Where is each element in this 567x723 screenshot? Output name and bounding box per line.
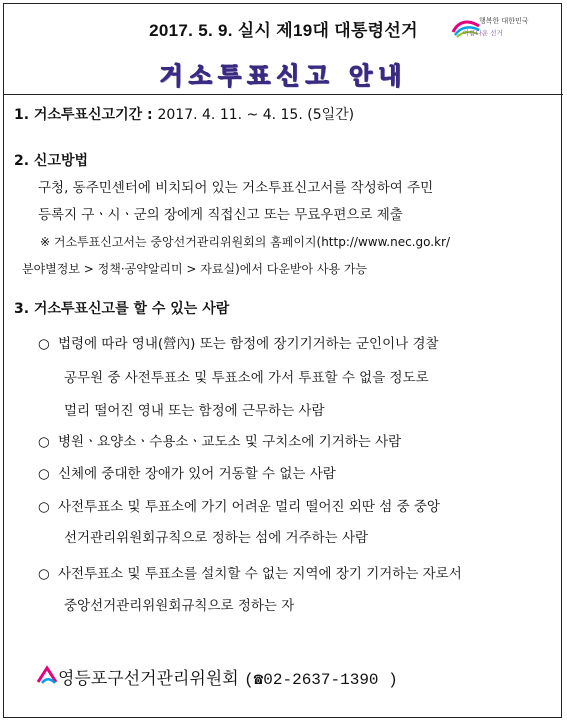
list-item-text: 신체에 중대한 장애가 있어 거동할 수 없는 사람 bbox=[58, 466, 336, 482]
bullet-circle: ○ bbox=[38, 499, 50, 515]
list-item bbox=[38, 332, 439, 352]
logo-slogan: 행복한 대한민국 bbox=[479, 17, 529, 25]
section-1-label: 1. 거소투표신고기간 : bbox=[14, 107, 153, 123]
logo-caption: 아름다운 선거 bbox=[463, 29, 503, 37]
commission-name: 영등포구선거관리위원회 bbox=[58, 669, 239, 689]
commission-phone: (☎02-2637-1390 ) bbox=[244, 671, 398, 689]
section-3-heading: 3. 거소투표신고를 할 수 있는 사람 bbox=[14, 301, 230, 317]
method-line-2: 등록지 구ㆍ시ㆍ군의 장에게 직접신고 또는 무료우편으로 제출 bbox=[38, 207, 403, 223]
bullet-circle: ○ bbox=[38, 434, 50, 450]
list-item-continuation: 멀리 떨어진 영내 또는 함정에 근무하는 사람 bbox=[64, 403, 325, 419]
list-item-text: 사전투표소 및 투표소에 가기 어려운 멀리 떨어진 외딴 섬 중 중앙 bbox=[58, 499, 440, 515]
election-logo bbox=[449, 14, 541, 42]
bullet-circle: ○ bbox=[38, 336, 50, 352]
note-line-2: 분야별정보 > 정책·공약알리미 > 자료실)에서 다운받아 사용 가능 bbox=[22, 262, 368, 276]
method-line-1: 구청, 동주민센터에 비치되어 있는 거소투표신고서를 작성하여 주민 bbox=[38, 180, 434, 196]
bullet-circle: ○ bbox=[38, 566, 50, 582]
commission-logo-icon bbox=[36, 664, 58, 686]
list-item bbox=[38, 462, 336, 482]
note-line-1: ※ 거소투표신고서는 중앙선거관리위원회의 홈페이지(http://www.nec.go.kr/ bbox=[40, 235, 451, 249]
list-item-text: 병원ㆍ요양소ㆍ수용소ㆍ교도소 및 구치소에 기거하는 사람 bbox=[58, 434, 402, 450]
report-period: 2017. 4. 11. ~ 4. 15. (5일간) bbox=[157, 107, 355, 123]
list-item bbox=[38, 430, 401, 450]
list-item bbox=[38, 495, 440, 515]
commission-footer bbox=[58, 664, 398, 689]
list-item-continuation: 공무원 중 사전투표소 및 투표소에 가서 투표할 수 없을 정도로 bbox=[64, 370, 429, 386]
list-item bbox=[38, 562, 462, 582]
title-divider bbox=[4, 94, 563, 95]
list-item-continuation: 중앙선거관리위원회규칙으로 정하는 자 bbox=[64, 598, 295, 614]
bullet-circle: ○ bbox=[38, 466, 50, 482]
list-item-text: 사전투표소 및 투표소를 설치할 수 없는 지역에 장기 기거하는 자로서 bbox=[58, 566, 462, 582]
section-1-heading bbox=[14, 104, 354, 124]
page-title: 거소투표신고 안내 bbox=[159, 61, 408, 90]
election-header: 2017. 5. 9. 실시 제19대 대통령선거 bbox=[149, 21, 418, 40]
section-2-heading: 2. 신고방법 bbox=[14, 153, 89, 169]
list-item-text: 법령에 따라 영내(營內) 또는 함정에 장기기거하는 군인이나 경찰 bbox=[58, 336, 439, 352]
list-item-continuation: 선거관리위원회규칙으로 정하는 섬에 거주하는 사람 bbox=[64, 530, 369, 546]
